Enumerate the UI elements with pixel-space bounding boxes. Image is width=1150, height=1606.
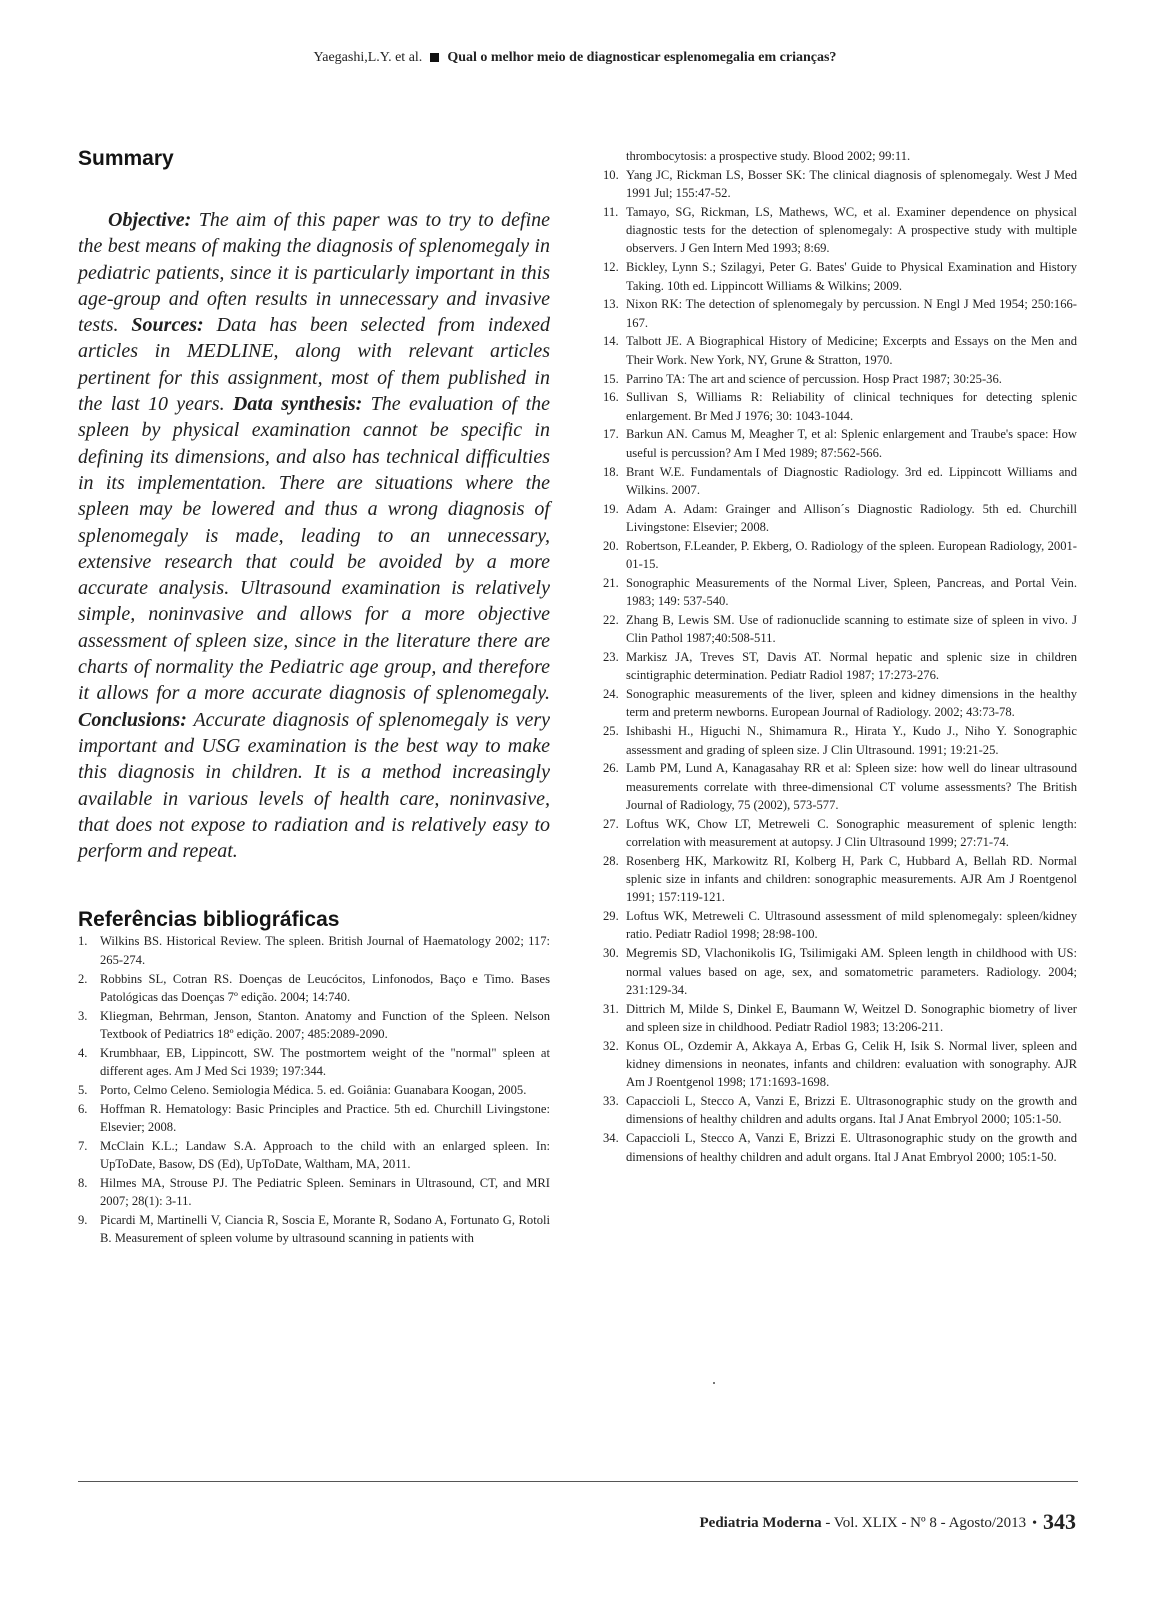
reference-item xyxy=(78,1081,550,1099)
page-number: 343 xyxy=(1043,1509,1076,1534)
reference-text: Adam A. Adam: Grainger and Allison´s Diagnostic Radiology. 5th ed. Churchill Livingstone: Elsevier; 2008. xyxy=(626,501,1077,534)
reference-item xyxy=(603,166,1077,203)
reference-text: Parrino TA: The art and science of percussion. Hosp Pract 1987; 30:25-36. xyxy=(626,371,1002,386)
reference-number: 15. xyxy=(603,371,619,386)
reference-text: Talbott JE. A Biographical History of Medicine; Excerpts and Essays on the Men and Their Work. New York, NY, Grune & Stratton, 1970. xyxy=(626,334,1077,367)
reference-item xyxy=(603,1092,1077,1129)
reference-text: Robertson, F.Leander, P. Ekberg, O. Radiology of the spleen. European Radiology, 2001-01-15. xyxy=(626,538,1077,572)
reference-number: 20. xyxy=(603,538,619,553)
references-heading: Referências bibliográficas xyxy=(78,908,340,932)
reference-item xyxy=(78,1137,550,1174)
reference-number: 34. xyxy=(603,1131,619,1146)
reference-text: Tamayo, SG, Rickman, LS, Mathews, WC, et al. Examiner dependence on physical diagnostic tests for the detection of splenomegaly: A prospective study with multiple observers. J Gen Intern Med 1993; 8:69. xyxy=(626,204,1077,256)
reference-number: 22. xyxy=(603,612,619,627)
summary-abstract xyxy=(78,207,550,864)
reference-text: Rosenberg HK, Markowitz RI, Kolberg H, Park C, Hubbard A, Bellah RD. Normal splenic size in infants and children: sonographic measurements. AJR Am J Roentgenol 1991; 157:119-121. xyxy=(626,853,1077,905)
reference-text: Capaccioli L, Stecco A, Vanzi E, Brizzi E. Ultrasonographic study on the growth and dimensions of healthy children and adult organs. Ital J Anat Embryol 2000; 105:1-50. xyxy=(626,1131,1077,1164)
reference-item xyxy=(603,425,1077,462)
reference-text: Dittrich M, Milde S, Dinkel E, Baumann W, Weitzel D. Sonographic biometry of liver and spleen size in childhood. Pediatr Radiol 1983; 13:206-211. xyxy=(626,1001,1077,1034)
reference-text: Brant W.E. Fundamentals of Diagnostic Radiology. 3rd ed. Lippincott Williams and Wilkins. 2007. xyxy=(626,464,1077,497)
objective-label: Objective: xyxy=(108,209,192,231)
reference-text: Sonographic measurements of the liver, spleen and kidney dimensions in the healthy term and preterm newborns. European Journal of Radiology. 2002; 43:73-78. xyxy=(626,687,1077,720)
reference-text: Krumbhaar, EB, Lippincott, SW. The postmortem weight of the "normal" spleen at different ages. Am J Med Sci 1939; 197:344. xyxy=(100,1045,550,1078)
data-synthesis-label: Data synthesis: xyxy=(232,393,363,416)
reference-number: 30. xyxy=(603,946,619,961)
reference-item xyxy=(603,574,1077,611)
reference-item xyxy=(603,722,1077,759)
reference-text: Nixon RK: The detection of splenomegaly by percussion. N Engl J Med 1954; 250:166-167. xyxy=(626,297,1077,330)
reference-text: Wilkins BS. Historical Review. The spleen. British Journal of Haematology 2002; 117: 265-274. xyxy=(100,934,550,967)
reference-item xyxy=(78,932,550,969)
references-list-left xyxy=(78,932,550,1247)
reference-text: Zhang B, Lewis SM. Use of radionuclide scanning to estimate size of spleen in vivo. J Clin Pathol 1987;40:508-511. xyxy=(626,612,1077,646)
reference-text: Yang JC, Rickman LS, Bosser SK: The clinical diagnosis of splenomegaly. West J Med 1991 Jul; 155:47-52. xyxy=(626,167,1077,201)
reference-text: Megremis SD, Vlachonikolis IG, Tsilimigaki AM. Spleen length in childhood with US: normal values based on age, sex, and somatometric parameters. Radiology. 2004; 231:129-34. xyxy=(626,946,1077,997)
running-head-title: Qual o melhor meio de diagnosticar esplenomegalia em crianças? xyxy=(447,50,837,65)
sources-text: Data has been selected from indexed articles in MEDLINE, along with relevant articles pertinent for this assignment, most of them published in the last 10 years. xyxy=(78,314,550,416)
footer-rule xyxy=(78,1481,1078,1482)
reference-item xyxy=(603,370,1077,388)
reference-number: 21. xyxy=(603,575,619,590)
reference-number: 33. xyxy=(603,1094,619,1109)
scan-speck xyxy=(713,1382,715,1384)
reference-number: 29. xyxy=(603,909,619,924)
reference-text: Loftus WK, Metreweli C. Ultrasound assessment of mild splenomegaly: spleen/kidney ratio. Pediatr Radiol 1998; 28:98-100. xyxy=(626,909,1077,942)
reference-item xyxy=(603,1037,1077,1092)
right-column xyxy=(603,147,1077,1166)
reference-number: 1. xyxy=(78,934,88,949)
reference-text: Sonographic Measurements of the Normal Liver, Spleen, Pancreas, and Portal Vein. 1983; 149: 537-540. xyxy=(626,575,1077,609)
reference-number: 12. xyxy=(603,260,619,275)
reference-number: 14. xyxy=(603,334,619,349)
reference-number: 13. xyxy=(603,297,619,312)
reference-number: 25. xyxy=(603,724,619,739)
conclusions-label: Conclusions: xyxy=(78,708,187,731)
square-bullet-icon xyxy=(430,53,439,62)
running-head xyxy=(0,50,1150,66)
reference-text: Hoffman R. Hematology: Basic Principles and Practice. 5th ed. Churchill Livingstone: Elsevier; 2008. xyxy=(100,1101,550,1134)
objective-text: The aim of this paper was to try to define the best means of making the diagnosis of splenomegaly in pediatric patients, since it is particularly important in this age-group and often results in unnecessary and invasive tests. xyxy=(78,209,550,337)
reference-text: Bickley, Lynn S.; Szilagyi, Peter G. Bates' Guide to Physical Examination and History Taking. 10th ed. Lippincott Williams & Wilkins; 2009. xyxy=(626,260,1077,293)
reference-text: Capaccioli L, Stecco A, Vanzi E, Brizzi E. Ultrasonographic study on the growth and dimensions of healthy children and adults organs. Ital J Anat Embryol 2000; 105:1-50. xyxy=(626,1094,1077,1127)
reference-item xyxy=(603,258,1077,295)
reference-item xyxy=(603,852,1077,907)
reference-number: 23. xyxy=(603,650,619,665)
reference-text: Loftus WK, Chow LT, Metreweli C. Sonographic measurement of splenic length: correlation with measurement at autopsy. J Clin Ultrasound 1999; 27:71-74. xyxy=(626,816,1077,849)
reference-number: 24. xyxy=(603,687,619,702)
reference-item xyxy=(603,1129,1077,1166)
reference-continuation: thrombocytosis: a prospective study. Blood 2002; 99:11. xyxy=(626,149,911,163)
footer-issue: - Vol. XLIX - Nº 8 - Agosto/2013 xyxy=(821,1515,1027,1531)
reference-number: 2. xyxy=(78,971,88,986)
reference-number: 4. xyxy=(78,1045,88,1060)
reference-item xyxy=(603,295,1077,332)
reference-number: 8. xyxy=(78,1175,88,1190)
reference-item xyxy=(603,203,1077,258)
reference-number: 27. xyxy=(603,816,619,831)
reference-number: 7. xyxy=(78,1138,88,1153)
reference-item xyxy=(603,685,1077,722)
reference-text: Picardi M, Martinelli V, Ciancia R, Soscia E, Morante R, Sodano A, Fortunato G, Rotoli B. Measurement of spleen volume by ultrasound scanning in patients with xyxy=(100,1212,550,1246)
references-list-right xyxy=(603,166,1077,1166)
reference-text: McClain K.L.; Landaw S.A. Approach to the child with an enlarged spleen. In: UpToDate, Basow, DS (Ed), UpToDate, Waltham, MA, 2011. xyxy=(100,1138,550,1171)
reference-item xyxy=(78,1007,550,1044)
footer-bullet: • xyxy=(1032,1516,1037,1531)
reference-text: Lamb PM, Lund A, Kanagasahay RR et al: Spleen size: how well do linear ultrasound measurements correlate with three-dimensional CT volume assessments? The British Journal of Radiology, 75 (2002), 573-577. xyxy=(626,761,1077,812)
reference-number: 17. xyxy=(603,427,619,442)
reference-number: 19. xyxy=(603,501,619,516)
reference-item xyxy=(78,1211,550,1248)
running-head-authors: Yaegashi,L.Y. et al. xyxy=(313,50,423,65)
reference-text: Kliegman, Behrman, Jenson, Stanton. Anatomy and Function of the Spleen. Nelson Textbook of Pediatrics 18º edição. 2007; 485:2089-2090. xyxy=(100,1008,550,1041)
reference-number: 16. xyxy=(603,390,619,405)
reference-item xyxy=(78,1044,550,1081)
reference-text: Sullivan S, Williams R: Reliability of clinical techniques for detecting splenic enlargement. Br Med J 1976; 30: 1043-1044. xyxy=(626,390,1077,423)
reference-item xyxy=(603,815,1077,852)
reference-item xyxy=(78,1174,550,1211)
page-footer xyxy=(700,1509,1076,1535)
reference-number: 28. xyxy=(603,853,619,868)
reference-number: 32. xyxy=(603,1038,619,1053)
reference-item xyxy=(78,1100,550,1137)
reference-item xyxy=(603,537,1077,574)
reference-text: Robbins SL, Cotran RS. Doenças de Leucócitos, Linfonodos, Baço e Timo. Bases Patológicas das Doenças 7º edição. 2004; 14:740. xyxy=(100,971,550,1004)
reference-text: Konus OL, Ozdemir A, Akkaya A, Erbas G, Celik H, Isik S. Normal liver, spleen and kidney dimensions in neonates, infants and children: evaluation with sonography. AJR Am J Roentgenol 1998; 171:1693-1698. xyxy=(626,1038,1077,1090)
reference-item xyxy=(603,944,1077,999)
footer-journal: Pediatria Moderna xyxy=(699,1515,822,1531)
reference-item xyxy=(603,648,1077,685)
reference-text: Markisz JA, Treves ST, Davis AT. Normal hepatic and splenic size in children scintigraphic determination. Pediatr Radiol 1987; 17:273-276. xyxy=(626,650,1077,683)
reference-item xyxy=(603,500,1077,537)
reference-item xyxy=(603,759,1077,814)
reference-number: 26. xyxy=(603,761,619,776)
reference-item xyxy=(603,611,1077,648)
reference-number: 5. xyxy=(78,1082,88,1097)
reference-item xyxy=(603,388,1077,425)
sources-label: Sources: xyxy=(131,314,204,337)
reference-text: Barkun AN. Camus M, Meagher T, et al: Splenic enlargement and Traube's space: How useful is percussion? Am I Med 1989; 87:562-566. xyxy=(626,427,1077,460)
reference-number: 9. xyxy=(78,1212,88,1227)
conclusions-text: Accurate diagnosis of splenomegaly is very important and USG examination is the best way to make this diagnosis in children. It is a method increasingly available in various levels of health care, noninvasive, that does not expose to radiation and is relatively easy to perform and repeat. xyxy=(78,708,550,863)
summary-heading: Summary xyxy=(78,147,174,170)
reference-item xyxy=(603,332,1077,369)
reference-item xyxy=(78,970,550,1007)
reference-item xyxy=(603,463,1077,500)
reference-number: 31. xyxy=(603,1001,619,1016)
reference-number: 11. xyxy=(603,204,619,219)
reference-number: 3. xyxy=(78,1008,88,1023)
reference-text: Ishibashi H., Higuchi N., Shimamura R., Hirata Y., Kudo J., Niho Y. Sonographic assessment and grading of spleen size. J Clin Ultrasound. 1991; 19:21-25. xyxy=(626,724,1077,757)
reference-number: 10. xyxy=(603,167,619,182)
data-synthesis-text: The evaluation of the spleen by physical examination cannot be specific in defining its dimensions, and also has technical difficulties in its implementation. There are situations where the spleen may be lowered and thus a wrong diagnosis of splenomegaly is made, leading to an unnecessary, extensive research that could be avoided by a more accurate analysis. Ultrasound examination is relatively simple, noninvasive and allows for a more objective assessment of spleen size, since in the literature there are charts of normality the Pediatric age group, and therefore it allows for a more accurate diagnosis of splenomegaly. xyxy=(78,393,551,705)
left-column xyxy=(78,147,550,1248)
reference-item xyxy=(603,907,1077,944)
reference-number: 6. xyxy=(78,1101,88,1116)
reference-item xyxy=(603,1000,1077,1037)
reference-text: Porto, Celmo Celeno. Semiologia Médica. 5. ed. Goiânia: Guanabara Koogan, 2005. xyxy=(100,1082,527,1097)
reference-number: 18. xyxy=(603,464,619,479)
reference-text: Hilmes MA, Strouse PJ. The Pediatric Spleen. Seminars in Ultrasound, CT, and MRI 2007; 28(1): 3-11. xyxy=(100,1175,550,1209)
